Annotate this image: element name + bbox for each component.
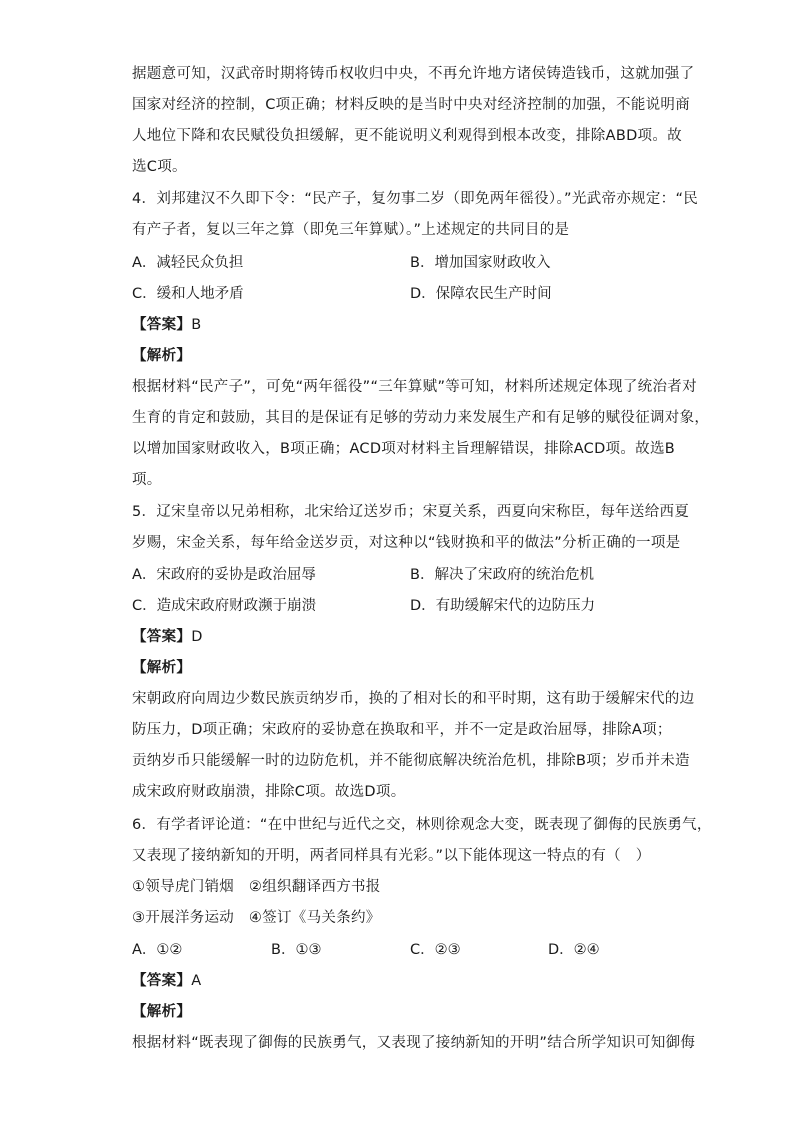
q5-analysis-label: 【解析】 <box>132 660 192 676</box>
question-4-stem: 有产子者，复以三年之算（即免三年算赋）。”上述规定的共同目的是 <box>132 222 570 238</box>
q6-option-b: B．①③ <box>271 942 322 958</box>
answer-label: 【答案】 <box>132 629 192 645</box>
answer-value: D <box>191 629 203 645</box>
q6-option-d: D．②④ <box>548 942 600 958</box>
q6-option-a: A．①② <box>132 942 183 958</box>
intro-text-line: 选C项。 <box>132 159 187 175</box>
q4-option-a: A．减轻民众负担 <box>132 255 244 271</box>
q6-option-c: C．②③ <box>410 942 461 958</box>
q4-analysis-line: 根据材料“民产子”，可免“两年徭役”“三年算赋”等可知，材料所述规定体现了统治者对 <box>132 379 697 395</box>
answer-label: 【答案】 <box>132 317 192 333</box>
intro-text-line: 国家对经济的控制，C项正确；材料反映的是当时中央对经济控制的加强，不能说明商 <box>132 97 691 113</box>
q5-analysis-line: 贡纳岁币只能缓解一时的边防危机，并不能彻底解决统治危机，排除B项；岁币并未造 <box>132 753 690 769</box>
q5-option-a: A．宋政府的妥协是政治屈辱 <box>132 567 316 583</box>
question-5-stem: 5．辽宋皇帝以兄弟相称，北宋给辽送岁币；宋夏关系，西夏向宋称臣，每年送给西夏 <box>132 504 690 520</box>
q5-option-b: B．解决了宋政府的统治危机 <box>410 567 594 583</box>
q4-option-d: D．保障农民生产时间 <box>410 286 552 302</box>
answer-value: A <box>191 973 202 989</box>
q4-analysis-line: 项。 <box>132 472 162 488</box>
q4-analysis-label: 【解析】 <box>132 348 192 364</box>
q4-analysis-line: 以增加国家财政收入，B项正确；ACD项对材料主旨理解错误，排除ACD项。故选B <box>132 441 675 457</box>
q5-answer <box>132 627 203 647</box>
q6-items-line: ③开展洋务运动 ④签订《马关条约》 <box>132 910 381 926</box>
question-6-stem: 又表现了接纳新知的开明，两者同样具有光彩。”以下能体现这一特点的有（ ） <box>132 848 651 864</box>
q5-analysis-line: 防压力，D项正确；宋政府的妥协意在换取和平，并不一定是政治屈辱，排除A项； <box>132 722 672 738</box>
question-5-stem: 岁赐，宋金关系，每年给金送岁贡，对这种以“钱财换和平的做法”分析正确的一项是 <box>132 535 681 551</box>
answer-value: B <box>191 317 202 333</box>
q4-option-c: C．缓和人地矛盾 <box>132 286 244 302</box>
q5-option-c: C．造成宋政府财政濒于崩溃 <box>132 598 317 614</box>
intro-text-line: 据题意可知，汉武帝时期将铸币权收归中央，不再允许地方诸侯铸造钱币，这就加强了 <box>132 66 695 82</box>
q4-option-b: B．增加国家财政收入 <box>410 255 551 271</box>
q6-answer <box>132 971 201 991</box>
question-6-stem: 6．有学者评论道：“在中世纪与近代之交，林则徐观念大变，既表现了御侮的民族勇气， <box>132 817 712 833</box>
q6-analysis-line: 根据材料“既表现了御侮的民族勇气，又表现了接纳新知的开明”结合所学知识可知御侮 <box>132 1035 696 1051</box>
q5-analysis-line: 宋朝政府向周边少数民族贡纳岁币，换的了相对长的和平时期，这有助于缓解宋代的边 <box>132 691 695 707</box>
q5-analysis-line: 成宋政府财政崩溃，排除C项。故选D项。 <box>132 784 406 800</box>
q5-option-d: D．有助缓解宋代的边防压力 <box>410 598 596 614</box>
q6-analysis-label: 【解析】 <box>132 1004 192 1020</box>
q4-analysis-line: 生育的肯定和鼓励，其目的是保证有足够的劳动力来发展生产和有足够的赋役征调对象， <box>132 410 710 426</box>
q4-answer <box>132 315 201 335</box>
question-4-stem: 4．刘邦建汉不久即下令：“民产子，复勿事二岁（即免两年徭役）。”光武帝亦规定：“民 <box>132 191 699 207</box>
intro-text-line: 人地位下降和农民赋役负担缓解，更不能说明义利观得到根本改变，排除ABD项。故 <box>132 128 682 144</box>
q6-items-line: ①领导虎门销烟 ②组织翻译西方书报 <box>132 879 381 895</box>
answer-label: 【答案】 <box>132 973 192 989</box>
